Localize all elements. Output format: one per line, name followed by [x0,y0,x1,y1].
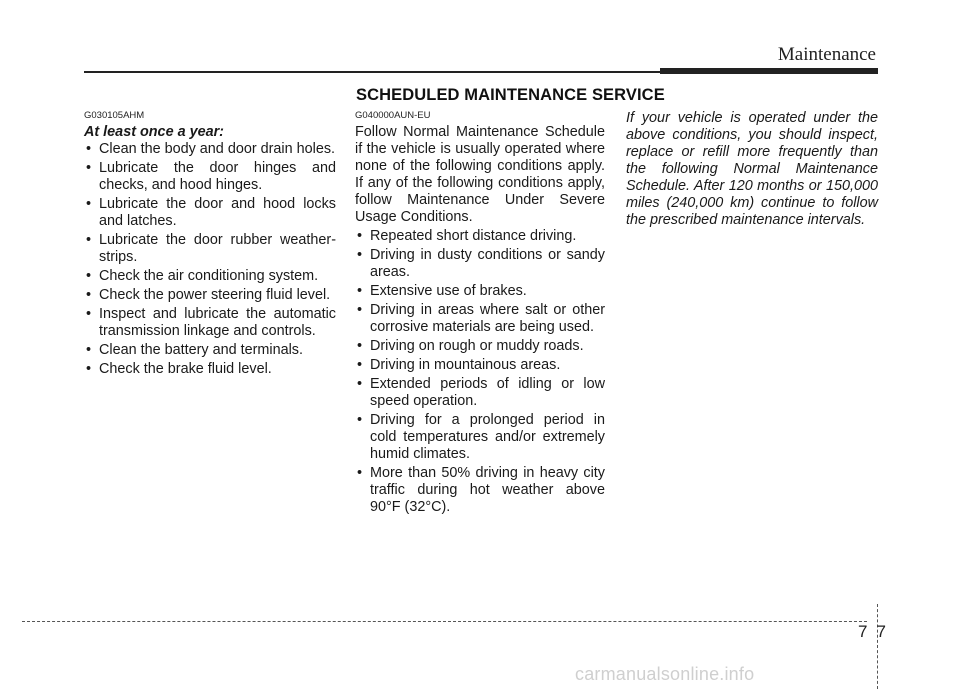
list-item-text: Repeated short distance driving. [370,228,577,244]
list-item-text: Clean the body and door drain holes. [99,141,336,157]
bullet-icon: • [86,287,92,303]
list-item-text: Check the brake fluid level. [99,361,272,377]
annual-maintenance-list [84,141,336,378]
bullet-icon: • [357,228,363,244]
subheading: At least once a year: [84,124,224,140]
bullet-icon: • [357,302,363,318]
bullet-icon: • [86,160,92,176]
bullet-icon: • [86,361,92,377]
list-item-text: Driving in mountainous areas. [370,357,561,373]
watermark: carmanualsonline.info [575,664,755,684]
bullet-icon: • [86,196,92,212]
column-left [84,110,336,380]
maintenance-note: If your vehicle is operated under the above conditions, you should inspect, replace or refill more frequently than the following Normal Maintenance Schedule. After 120 months or 150,000 miles (240,000 km) continue to follow the prescribed maintenance intervals. [626,110,878,228]
bullet-icon: • [357,357,363,373]
list-item [84,196,336,230]
list-item-text: More than 50% driving in heavy city traffic during hot weather above 90°F (32°C). [370,465,605,515]
list-item [355,302,605,336]
chapter-number: 7 [858,622,868,641]
list-item-text: Check the air conditioning system. [99,268,319,284]
list-item [355,412,605,463]
section-title: SCHEDULED MAINTENANCE SERVICE [356,86,665,104]
page-divider [877,604,878,689]
header-rule-thick [660,68,878,74]
list-item-text: Extended periods of idling or low speed operation. [370,376,605,409]
list-item [355,228,605,245]
list-item-text: Inspect and lubricate the automatic transmission linkage and controls. [99,306,336,339]
bullet-icon: • [86,232,92,248]
header-rule-thin [84,71,660,73]
page-number [858,622,886,642]
list-item-text: Driving in areas where salt or other corrosive materials are being used. [370,302,605,335]
bullet-icon: • [357,376,363,392]
section-code: G040000AUN-EU [355,110,431,121]
list-item [84,160,336,194]
list-item [355,338,605,355]
list-item-text: Check the power steering fluid level. [99,287,331,303]
list-item [84,361,336,378]
page-index: 7 [876,622,886,641]
list-item-text: Driving in dusty conditions or sandy areas. [370,247,605,280]
severe-conditions-list [355,228,605,516]
bullet-icon: • [86,141,92,157]
bullet-icon: • [86,342,92,358]
bullet-icon: • [357,247,363,263]
list-item-text: Lubricate the door hinges and checks, and hood hinges. [99,160,336,193]
list-item [84,268,336,285]
list-item [84,342,336,359]
list-item [84,232,336,266]
bullet-icon: • [86,306,92,322]
bullet-icon: • [357,412,363,428]
bullet-icon: • [357,465,363,481]
list-item-text: Extensive use of brakes. [370,283,527,299]
list-item-text: Lubricate the door rubber weather-strips. [99,232,336,265]
bullet-icon: • [357,338,363,354]
list-item [84,141,336,158]
section-code: G030105AHM [84,110,145,121]
list-item [84,306,336,340]
bullet-icon: • [86,268,92,284]
list-item-text: Driving on rough or muddy roads. [370,338,584,354]
footer-rule [22,621,867,622]
list-item [355,376,605,410]
list-item [84,287,336,304]
column-middle [355,110,605,518]
header-title: Maintenance [777,44,876,65]
list-item-text: Lubricate the door and hood locks and latches. [99,196,336,229]
column-right [626,110,878,229]
bullet-icon: • [357,283,363,299]
list-item [355,247,605,281]
list-item-text: Clean the battery and terminals. [99,342,303,358]
intro-paragraph: Follow Normal Maintenance Schedule if the vehicle is usually operated where none of the following conditions apply. If any of the following conditions apply, follow Maintenance Under Severe Usage Conditions. [355,124,605,225]
list-item [355,283,605,300]
list-item-text: Driving for a prolonged period in cold temperatures and/or extremely humid climates. [370,412,605,462]
list-item [355,465,605,516]
list-item [355,357,605,374]
